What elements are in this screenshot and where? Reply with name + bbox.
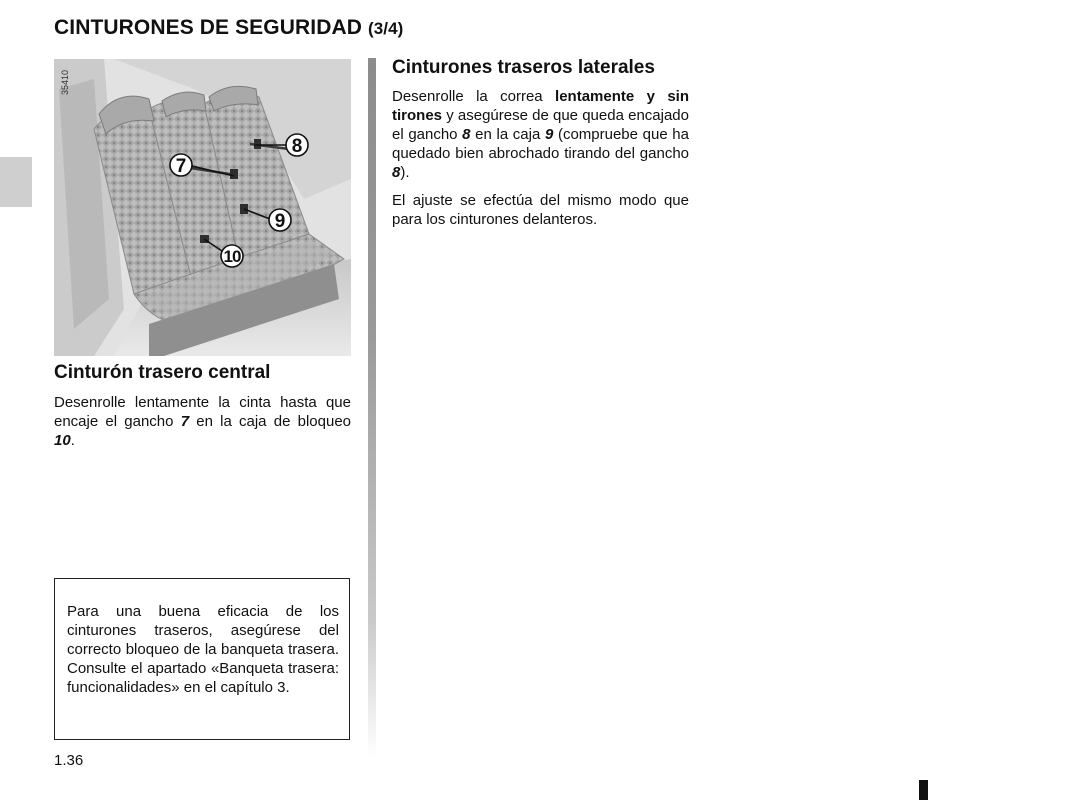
central-belt-paragraph — [54, 393, 351, 450]
central-belt-title: Cinturón trasero central — [54, 362, 271, 383]
page-title-suffix: (3/4) — [367, 19, 404, 38]
page-title — [54, 16, 403, 40]
hook-7 — [230, 169, 238, 179]
column-divider — [368, 58, 376, 758]
lateral-text-2: y asegúrese de que queda encajado el gancho — [392, 107, 689, 143]
lateral-emphasis: lentamente y sin tirones — [392, 88, 689, 124]
lateral-belts-paragraph — [392, 87, 689, 182]
lateral-text-3: en la caja — [470, 126, 545, 143]
callout-10-label: 10 — [223, 247, 241, 266]
figure-code: 35410 — [60, 69, 70, 95]
rear-seat-illustration — [54, 59, 351, 356]
lateral-text-4: (compruebe que ha quedado bien abrochado tirando del gancho — [392, 126, 689, 162]
ref-10: 10 — [54, 432, 71, 449]
central-text-1: Desenrolle lentamente la cinta hasta que encaje el gancho — [54, 394, 351, 430]
lateral-text-5: ). — [400, 164, 410, 181]
lateral-belts-title: Cinturones traseros laterales — [392, 57, 655, 78]
ref-8: 8 — [462, 126, 471, 143]
callout-8-label: 8 — [291, 136, 303, 157]
callout-7-label: 7 — [175, 156, 187, 177]
central-text-2: en la caja de bloqueo — [189, 413, 351, 430]
ref-8-second: 8 — [392, 164, 401, 181]
callout-8 — [286, 134, 308, 157]
ref-7: 7 — [180, 413, 190, 430]
callout-9-label: 9 — [274, 211, 286, 232]
page-number: 1.36 — [54, 752, 84, 769]
seat-drawing — [54, 59, 351, 356]
lateral-adjust-paragraph: El ajuste se efectúa del mismo modo que para los cinturones delanteros. — [392, 192, 689, 228]
callout-10 — [221, 245, 243, 267]
callout-7 — [170, 154, 192, 177]
page-title-text: CINTURONES DE SEGURIDAD — [54, 16, 362, 39]
central-text-3: . — [70, 432, 75, 449]
callout-9 — [269, 209, 291, 232]
note-text: Para una buena eficacia de los cinturones traseros, asegúrese del correcto bloqueo de la banqueta trasera. Consulte el apartado «Banqueta trasera: funcionalidades» en el capítulo 3. — [67, 603, 339, 696]
hook-8 — [254, 139, 261, 149]
chapter-tab — [0, 157, 32, 207]
note-box — [54, 578, 350, 740]
ref-9: 9 — [544, 126, 554, 143]
lateral-text-1: Desenrolle la correa — [392, 88, 556, 105]
corner-marker — [919, 780, 928, 800]
